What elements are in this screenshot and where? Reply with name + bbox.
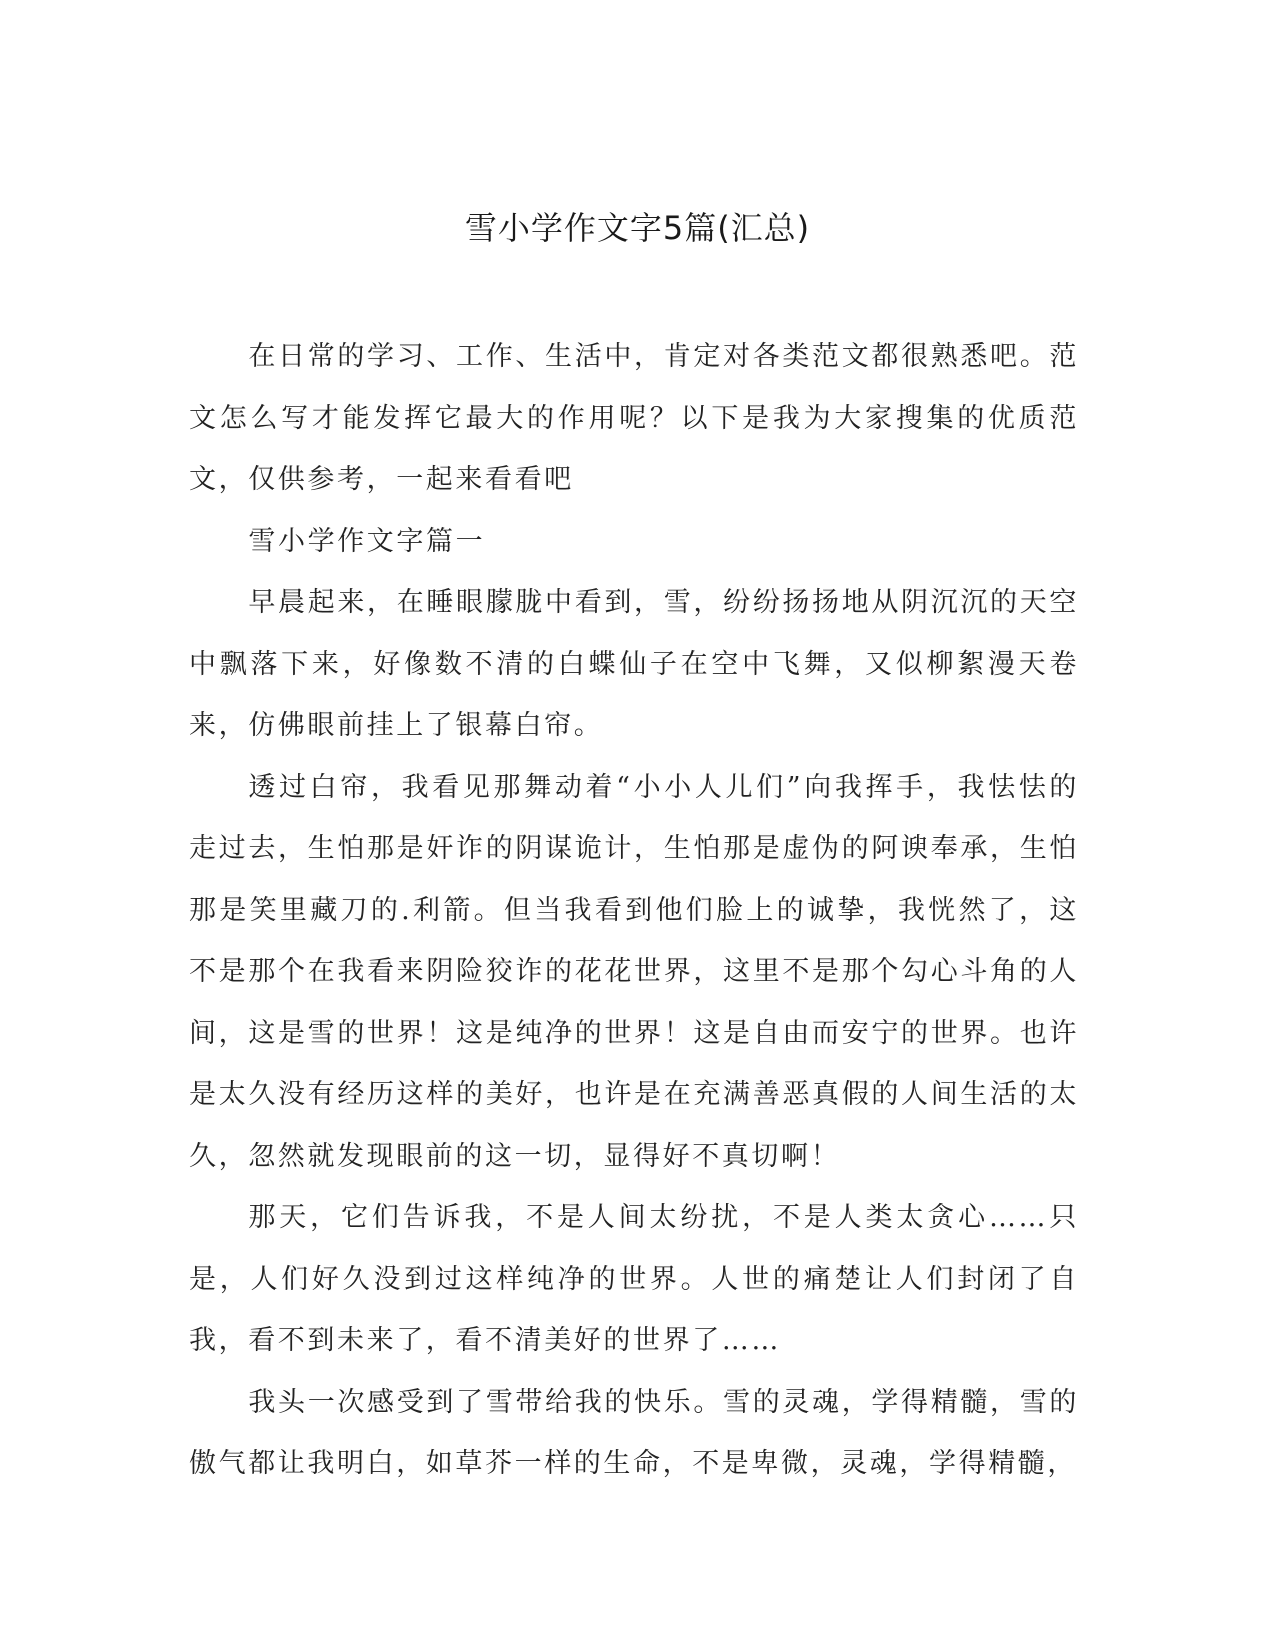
intro-paragraph: 在日常的学习、工作、生活中，肯定对各类范文都很熟悉吧。范文怎么写才能发挥它最大的作用呢？以下是我为大家搜集的优质范文，仅供参考，一起来看看吧 bbox=[189, 341, 1079, 495]
document-title: 雪小学作文字5篇(汇总) bbox=[464, 209, 811, 247]
body-paragraph-3: 那天，它们告诉我，不是人间太纷扰，不是人类太贪心……只是，人们好久没到过这样纯净的世界。人世的痛楚让人们封闭了自我，看不到未来了，看不清美好的世界了…… bbox=[189, 1202, 1079, 1356]
document-body bbox=[189, 326, 1079, 1495]
body-paragraph-1: 早晨起来，在睡眼朦胧中看到，雪，纷纷扬扬地从阴沉沉的天空中飘落下来，好像数不清的白蝶仙子在空中飞舞，又似柳絮漫天卷来，仿佛眼前挂上了银幕白帘。 bbox=[189, 587, 1079, 741]
body-paragraph-2: 透过白帘，我看见那舞动着“小小人儿们”向我挥手，我怯怯的走过去，生怕那是奸诈的阴谋诡计，生怕那是虚伪的阿谀奉承，生怕那是笑里藏刀的.利箭。但当我看到他们脸上的诚挚，我恍然了，这不是那个在我看来阴险狡诈的花花世界，这里不是那个勾心斗角的人间，这是雪的世界！这是纯净的世界！这是自由而安宁的世界。也许是太久没有经历这样的美好，也许是在充满善恶真假的人间生活的太久，忽然就发现眼前的这一切，显得好不真切啊！ bbox=[189, 771, 1079, 1172]
section-heading: 雪小学作文字篇一 bbox=[248, 525, 486, 557]
body-paragraph-4: 我头一次感受到了雪带给我的快乐。雪的灵魂，学得精髓，雪的傲气都让我明白，如草芥一样的生命，不是卑微，灵魂，学得精髓， bbox=[189, 1386, 1079, 1479]
